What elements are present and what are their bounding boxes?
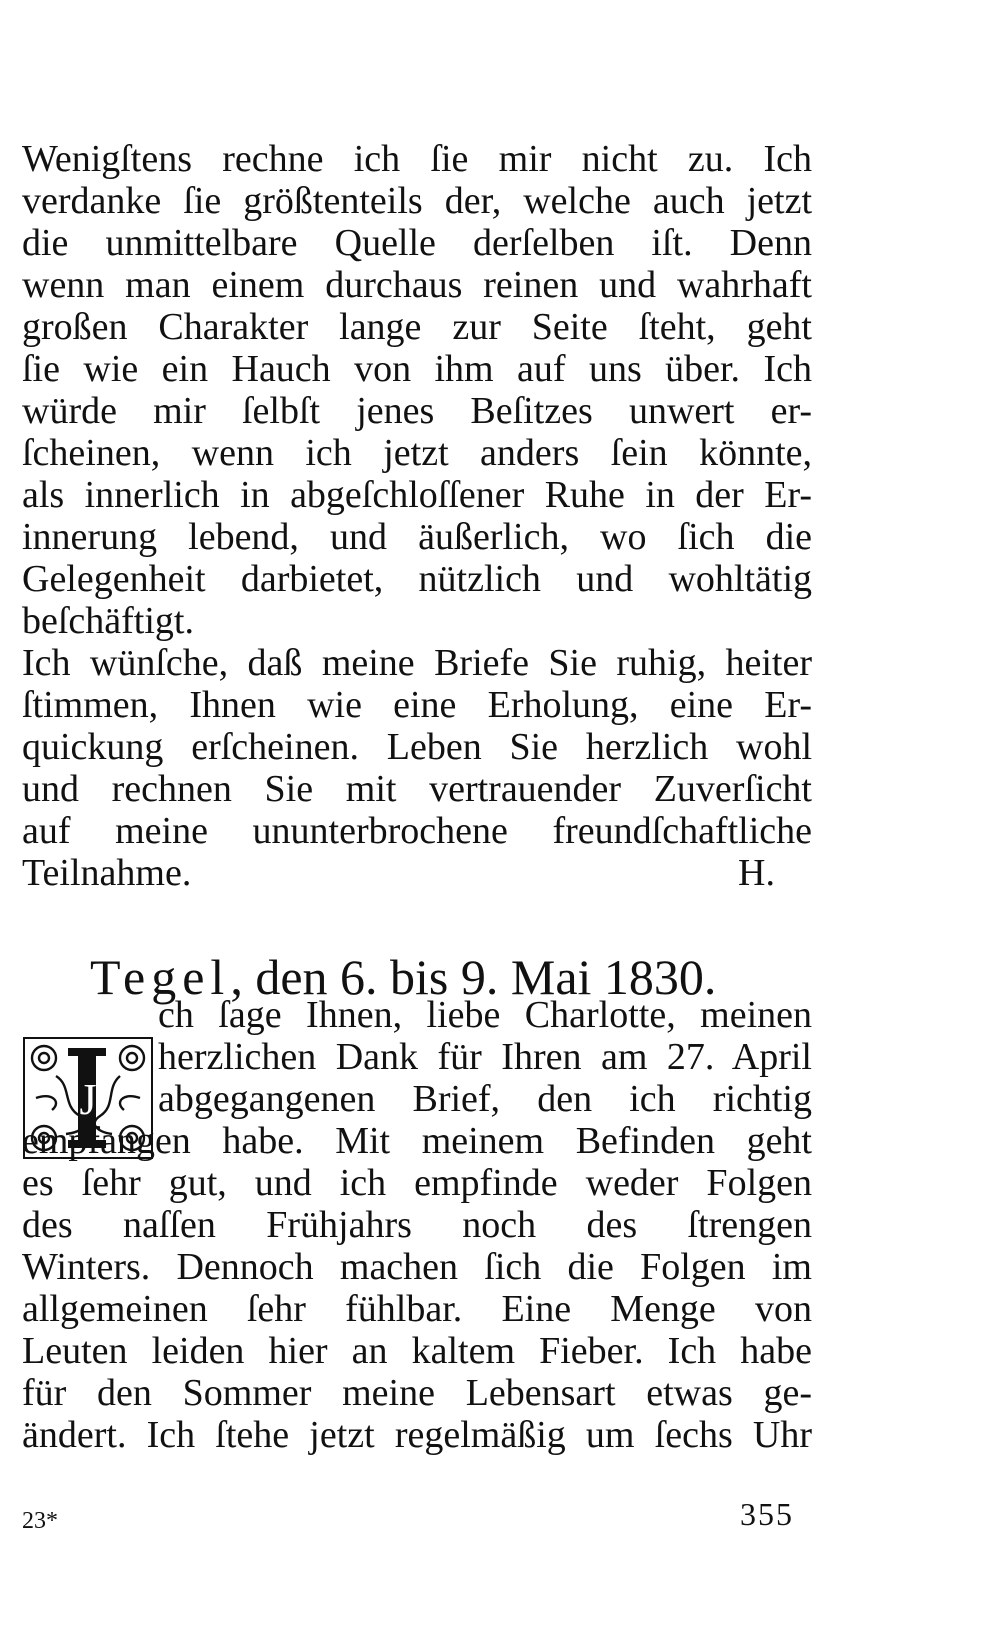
text-line: und rechnen Sie mit vertrauender Zuverſicht — [22, 768, 812, 810]
heading-date: , den 6. bis 9. Mai 1830. — [230, 949, 717, 1005]
text-line: würde mir ſelbſt jenes Beſitzes unwert er- — [22, 390, 812, 432]
text-line: als innerlich in abgeſchloſſener Ruhe in der Er- — [22, 474, 812, 516]
text-line: quickung erſcheinen. Leben Sie herzlich wohl — [22, 726, 812, 768]
text-line: ſcheinen, wenn ich jetzt anders ſein könnte, — [22, 432, 812, 474]
closing-text: Teilnahme. — [22, 852, 192, 894]
heading-place: Tegel — [90, 949, 231, 1005]
text-line: auf meine ununterbrochene freundſchaftliche — [22, 810, 812, 852]
text-line: innerung lebend, und äußerlich, wo ſich die — [22, 516, 812, 558]
text-line: die unmittelbare Quelle derſelben iſt. Denn — [22, 222, 812, 264]
letter-signature: H. — [738, 852, 775, 894]
text-line: ſtimmen, Ihnen wie eine Erholung, eine Er- — [22, 684, 812, 726]
text-line: empfangen habe. Mit meinem Befinden geht — [22, 1120, 812, 1162]
printer-signature-mark: 23* — [22, 1508, 58, 1534]
text-line: allgemeinen ſehr fühlbar. Eine Menge von — [22, 1288, 812, 1330]
text-line: ſie wie ein Hauch von ihm auf uns über. Ich — [22, 348, 812, 390]
text-line: ch ſage Ihnen, liebe Charlotte, meinen — [158, 994, 812, 1036]
text-line: abgegangenen Brief, den ich richtig — [158, 1078, 812, 1120]
text-line: Winters. Dennoch machen ſich die Folgen im — [22, 1246, 812, 1288]
drop-cap-letter: J — [79, 1075, 97, 1124]
text-line: ändert. Ich ſtehe jetzt regelmäßig um ſechs Uhr — [22, 1414, 812, 1456]
text-line: es ſehr gut, und ich empfinde weder Folgen — [22, 1162, 812, 1204]
text-line: Leuten leiden hier an kaltem Fieber. Ich habe — [22, 1330, 812, 1372]
text-line: Wenigſtens rechne ich ſie mir nicht zu. Ich — [22, 138, 812, 180]
text-line: verdanke ſie größtenteils der, welche auch jetzt — [22, 180, 812, 222]
text-line: beſchäftigt. — [22, 600, 194, 642]
text-line: herzlichen Dank für Ihren am 27. April — [158, 1036, 812, 1078]
text-line: Gelegenheit darbietet, nützlich und wohltätig — [22, 558, 812, 600]
text-line: großen Charakter lange zur Seite ſteht, geht — [22, 306, 812, 348]
page-number: 355 — [740, 1496, 794, 1532]
text-line: wenn man einem durchaus reinen und wahrhaft — [22, 264, 812, 306]
text-line: für den Sommer meine Lebensart etwas ge- — [22, 1372, 812, 1414]
text-line: Ich wünſche, daß meine Briefe Sie ruhig, heiter — [22, 642, 812, 684]
closing-line — [22, 852, 812, 894]
text-line: des naſſen Frühjahrs noch des ſtrengen — [22, 1204, 812, 1246]
